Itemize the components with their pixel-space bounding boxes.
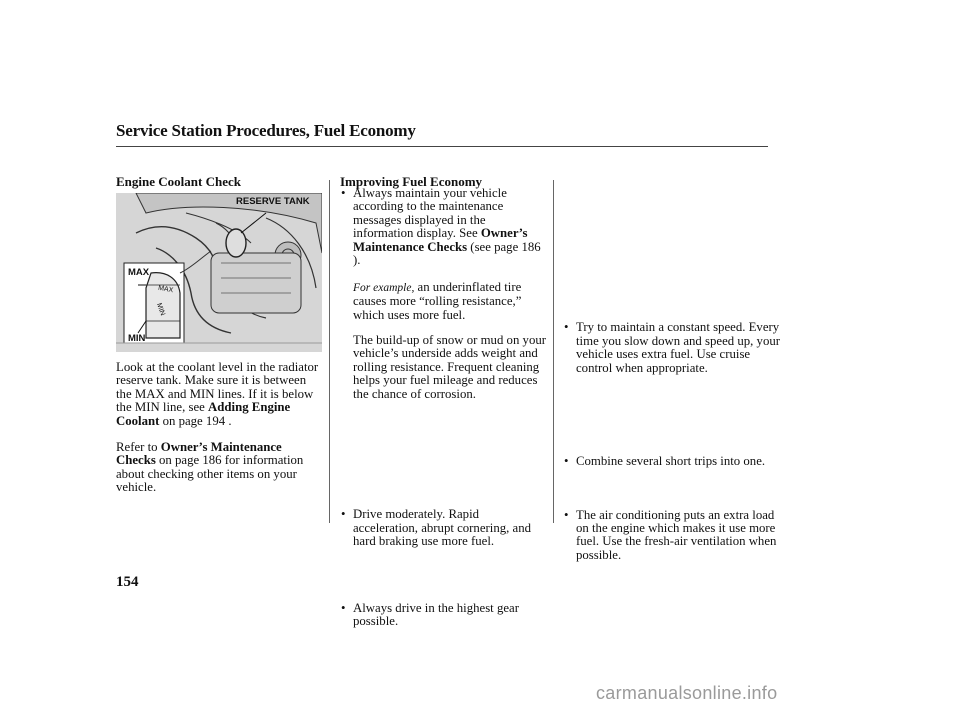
section-heading-fuel-economy: Improving Fuel Economy (340, 174, 483, 189)
example-paragraph: For example, an underinflated tire causes more “rolling resistance,” which uses more fuel. (353, 280, 522, 322)
bullet-combine-trips: • Combine several short trips into one. (564, 455, 782, 468)
adding-engine-coolant-link[interactable]: Adding Engine Coolant (116, 400, 291, 428)
header-rule (116, 146, 768, 147)
reserve-tank-label: RESERVE TANK (236, 196, 310, 207)
max-label: MAX (128, 267, 150, 278)
bullet-maintain-vehicle: • Always maintain your vehicle according to the maintenance messages displayed in the information display. See Owner’s Maintenance Checks (see page 186 ). (341, 187, 548, 267)
bullet-constant-speed: • Try to maintain a constant speed. Every time you slow down and speed up, your vehicle uses extra fuel. Use cruise control when appropriate. (564, 321, 782, 375)
tank-max-marking: MAX (157, 284, 174, 295)
coolant-reserve-tank-figure (116, 193, 322, 352)
site-watermark: carmanualsonline.info (596, 683, 778, 703)
owners-maintenance-checks-link[interactable]: Owner’s Maintenance Checks (116, 440, 282, 468)
page-number: 154 (116, 574, 139, 590)
bullet-drive-moderately: • Drive moderately. Rapid acceleration, abrupt cornering, and hard braking use more fuel. (341, 508, 545, 548)
refer-paragraph: Refer to Owner’s Maintenance Checks on page 186 for information about checking other items on your vehicle. (116, 440, 304, 495)
column-divider-1 (329, 180, 330, 523)
min-label: MIN (128, 333, 146, 344)
buildup-paragraph: The build-up of snow or mud on your vehicle’s underside adds weight and rolling resistance. Frequent cleaning helps your fuel mileage and reduces the chance of corrosion. (353, 333, 546, 401)
tank-min-marking: MIN (154, 302, 166, 317)
owners-maintenance-checks-link-2[interactable]: Owner’s Maintenance Checks (353, 226, 528, 254)
bullet-highest-gear: • Always drive in the highest gear possible. (341, 602, 545, 629)
section-heading-coolant: Engine Coolant Check (116, 174, 241, 189)
bullet-air-conditioning: • The air conditioning puts an extra load on the engine which makes it use more fuel. Use the fresh-air ventilation when possible. (564, 509, 782, 563)
coolant-check-paragraph: Look at the coolant level in the radiator reserve tank. Make sure it is between the MAX and MIN lines. If it is below the MIN line, see Adding Engine Coolant on page 194 . (116, 360, 319, 428)
column-divider-2 (553, 180, 554, 523)
page-title: Service Station Procedures, Fuel Economy (116, 121, 416, 140)
